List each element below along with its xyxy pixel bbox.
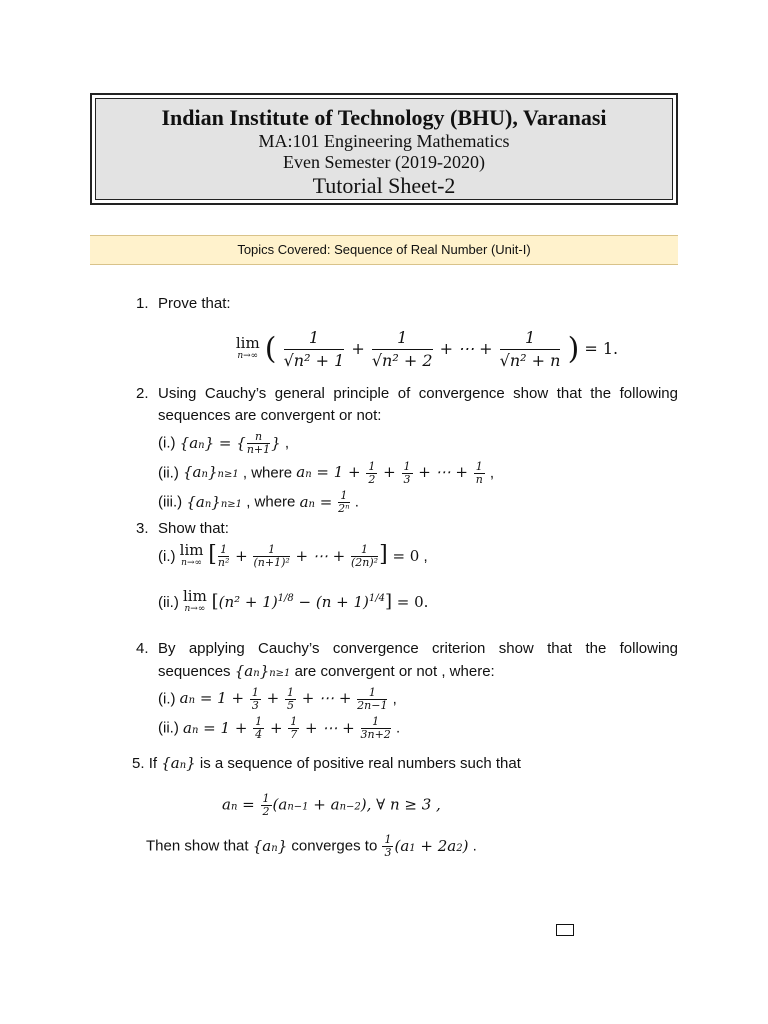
title-box-inner (95, 98, 673, 200)
end-box (556, 924, 574, 936)
part-i: (i.) lim n→∞ [ $\frac{1}{\text{n²}}$ + $\frac{1}{\text{(n+1)²}}$ + ⋯ + $\frac{1}{\text{(2n)²}}$ ] = 0 , (158, 540, 428, 569)
topics-banner: Topics Covered: Sequence of Real Number (Unit-I) (90, 235, 678, 265)
question-number: 4. (136, 639, 149, 657)
sheet-title: Tutorial Sheet-2 (312, 173, 456, 198)
question-4 (136, 638, 678, 742)
question-3 (136, 518, 678, 616)
question-number: 2. (136, 385, 149, 402)
question-1 (136, 293, 678, 373)
question-text: Using Cauchy’s general principle of convergence show that the following sequences are convergent or not: (158, 385, 678, 424)
title-box (90, 93, 678, 205)
course-title: MA:101 Engineering Mathematics (258, 131, 510, 151)
question-number: 1. (136, 295, 149, 312)
conclusion: Then show that {an} converges to $\frac{1}{3}$ (a1 + 2a2) . (146, 833, 477, 859)
equation: an = $\frac{1}{2}$ (an−1 + an−2), ∀ n ≥ 3 , (222, 791, 441, 818)
question-text: Prove that: (158, 295, 231, 312)
part-i: (i.) {an} = { $\frac{n}{n+1}$ } , (158, 430, 290, 456)
institute-name: Indian Institute of Technology (BHU), Varanasi (161, 105, 607, 130)
part-iii: (iii.) {an}n≥1 , where an = $\frac{1}{\text{2ⁿ}}$ . (158, 489, 359, 515)
question-text: Show that: (158, 519, 229, 537)
question-text: By applying Cauchy’s convergence criterion show that the following sequences {an}n≥1 are convergent or not , where: (158, 639, 678, 680)
question-2 (136, 383, 678, 516)
questions (132, 293, 678, 860)
part-ii: (ii.) an = 1 + $\frac{1}{4}$ + $\frac{1}{7}$ + ⋯ + $\frac{1}{3n+2}$ . (158, 715, 401, 741)
part-ii: (ii.) {an}n≥1 , where an = 1 + $\frac{1}{2}$ + $\frac{1}{3}$ + ⋯ + $\frac{1}{n}$ , (158, 459, 495, 486)
part-i: (i.) an = 1 + $\frac{1}{3}$ + $\frac{1}{5}$ + ⋯ + $\frac{1}{2n-1}$ , (158, 685, 397, 712)
part-ii: (ii.) lim n→∞ $[(n^2 + 1)^{1/8} - (n + 1)^{1/4}] = 0$. (158, 586, 429, 614)
equation: lim n→∞ ( $\frac{1}{\text{√n² + 1}}$ + $\frac{1}{\text{√n² + 2}}$ + ⋯ + $\frac{1}{\text{√n² + n}}$ ) = 1. (235, 328, 619, 370)
question-text: 5. If {an} is a sequence of positive real numbers such that (132, 753, 521, 772)
question-5 (132, 752, 678, 860)
semester: Even Semester (2019-2020) (283, 152, 485, 172)
question-number: 3. (136, 519, 149, 537)
